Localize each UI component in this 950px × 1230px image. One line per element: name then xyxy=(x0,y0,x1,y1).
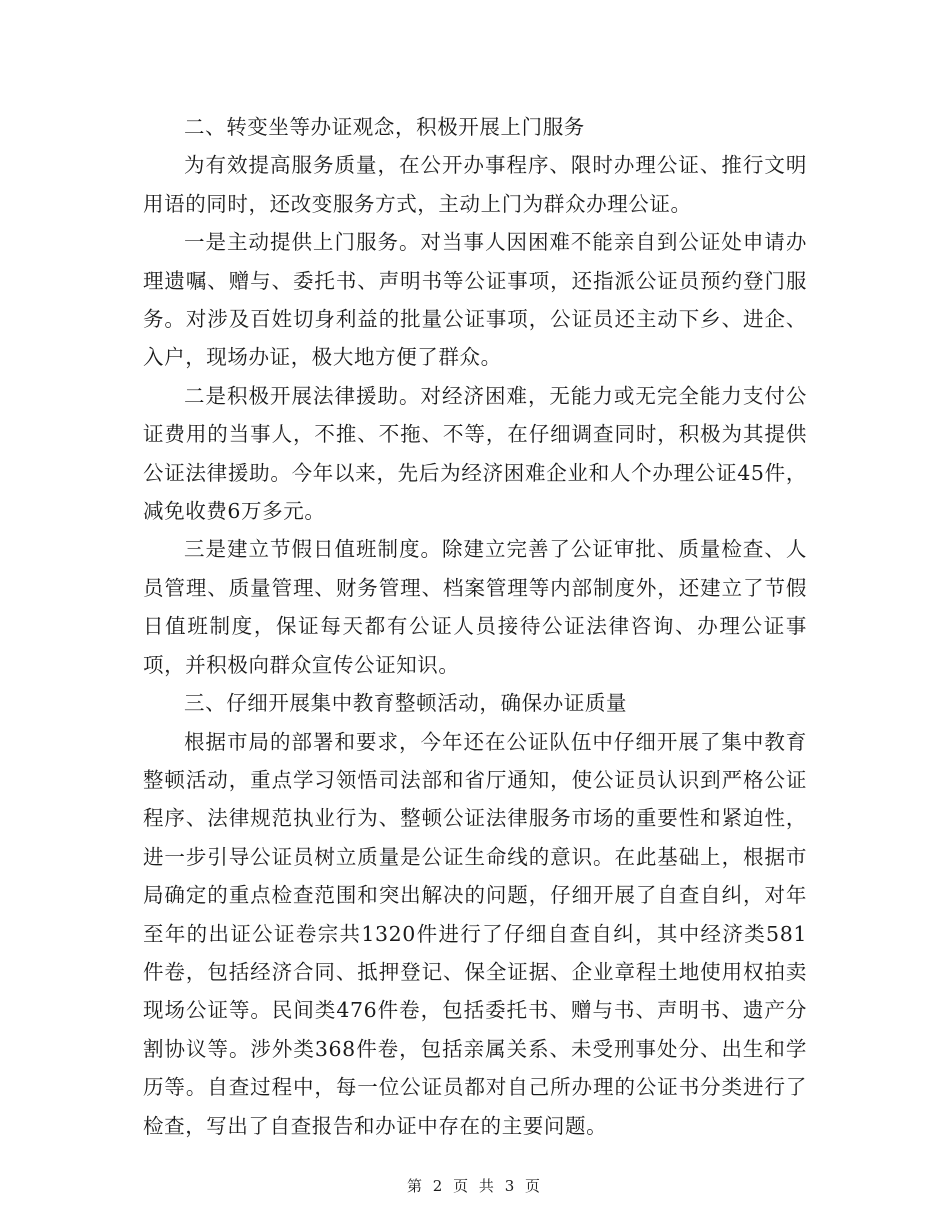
body-paragraph: 为有效提高服务质量，在公开办事程序、限时办理公证、推行文明用语的同时，还改变服务方式，主动上门为群众办理公证。 xyxy=(143,153,807,216)
footer-page-word: 页 xyxy=(453,1177,472,1195)
footer-total-pages: 3 xyxy=(504,1177,518,1195)
section-heading-3: 三、仔细开展集中教育整顿活动，确保办证质量 xyxy=(184,691,628,716)
footer-suffix: 页 xyxy=(525,1177,544,1195)
body-paragraph: 二是积极开展法律援助。对经济困难，无能力或无完全能力支付公证费用的当事人，不推、不拖、不等，在仔细调查同时，积极为其提供公证法律援助。今年以来，先后为经济困难企业和人个办理公证45件，减免收费6万多元。 xyxy=(143,383,807,524)
section-heading-2: 二、转变坐等办证观念，积极开展上门服务 xyxy=(184,115,585,139)
body-paragraph: 三是建立节假日值班制度。除建立完善了公证审批、质量检查、人员管理、质量管理、财务管理、档案管理等内部制度外，还建立了节假日值班制度，保证每天都有公证人员接待公证法律咨询、办理公证事项，并积极向群众宣传公证知识。 xyxy=(143,537,807,677)
document-body xyxy=(143,108,807,1145)
footer-prefix: 第 xyxy=(406,1177,425,1195)
footer-current-page: 2 xyxy=(432,1177,446,1195)
footer-total-word: 共 xyxy=(478,1177,497,1195)
page-footer xyxy=(0,1175,950,1196)
body-paragraph: 一是主动提供上门服务。对当事人因困难不能亲自到公证处申请办理遗嘱、赠与、委托书、声明书等公证事项，还指派公证员预约登门服务。对涉及百姓切身利益的批量公证事项，公证员还主动下乡、进企、入户，现场办证，极大地方便了群众。 xyxy=(143,230,807,370)
body-paragraph: 根据市局的部署和要求，今年还在公证队伍中仔细开展了集中教育整顿活动，重点学习领悟司法部和省厅通知，使公证员认识到严格公证程序、法律规范执业行为、整顿公证法律服务市场的重要性和紧迫性，进一步引导公证员树立质量是公证生命线的意识。在此基础上，根据市局确定的重点检查范围和突出解决的问题，仔细开展了自查自纠，对年至年的出证公证卷宗共1320件进行了仔细自查自纠，其中经济类581件卷，包括经济合同、抵押登记、保全证据、企业章程土地使用权拍卖现场公证等。民间类476件卷，包括委托书、赠与书、声明书、遗产分割协议等。涉外类368件卷，包括亲属关系、未受刑事处分、出生和学历等。自查过程中，每一位公证员都对自己所办理的公证书分类进行了检查，写出了自查报告和办证中存在的主要问题。 xyxy=(143,729,807,1138)
